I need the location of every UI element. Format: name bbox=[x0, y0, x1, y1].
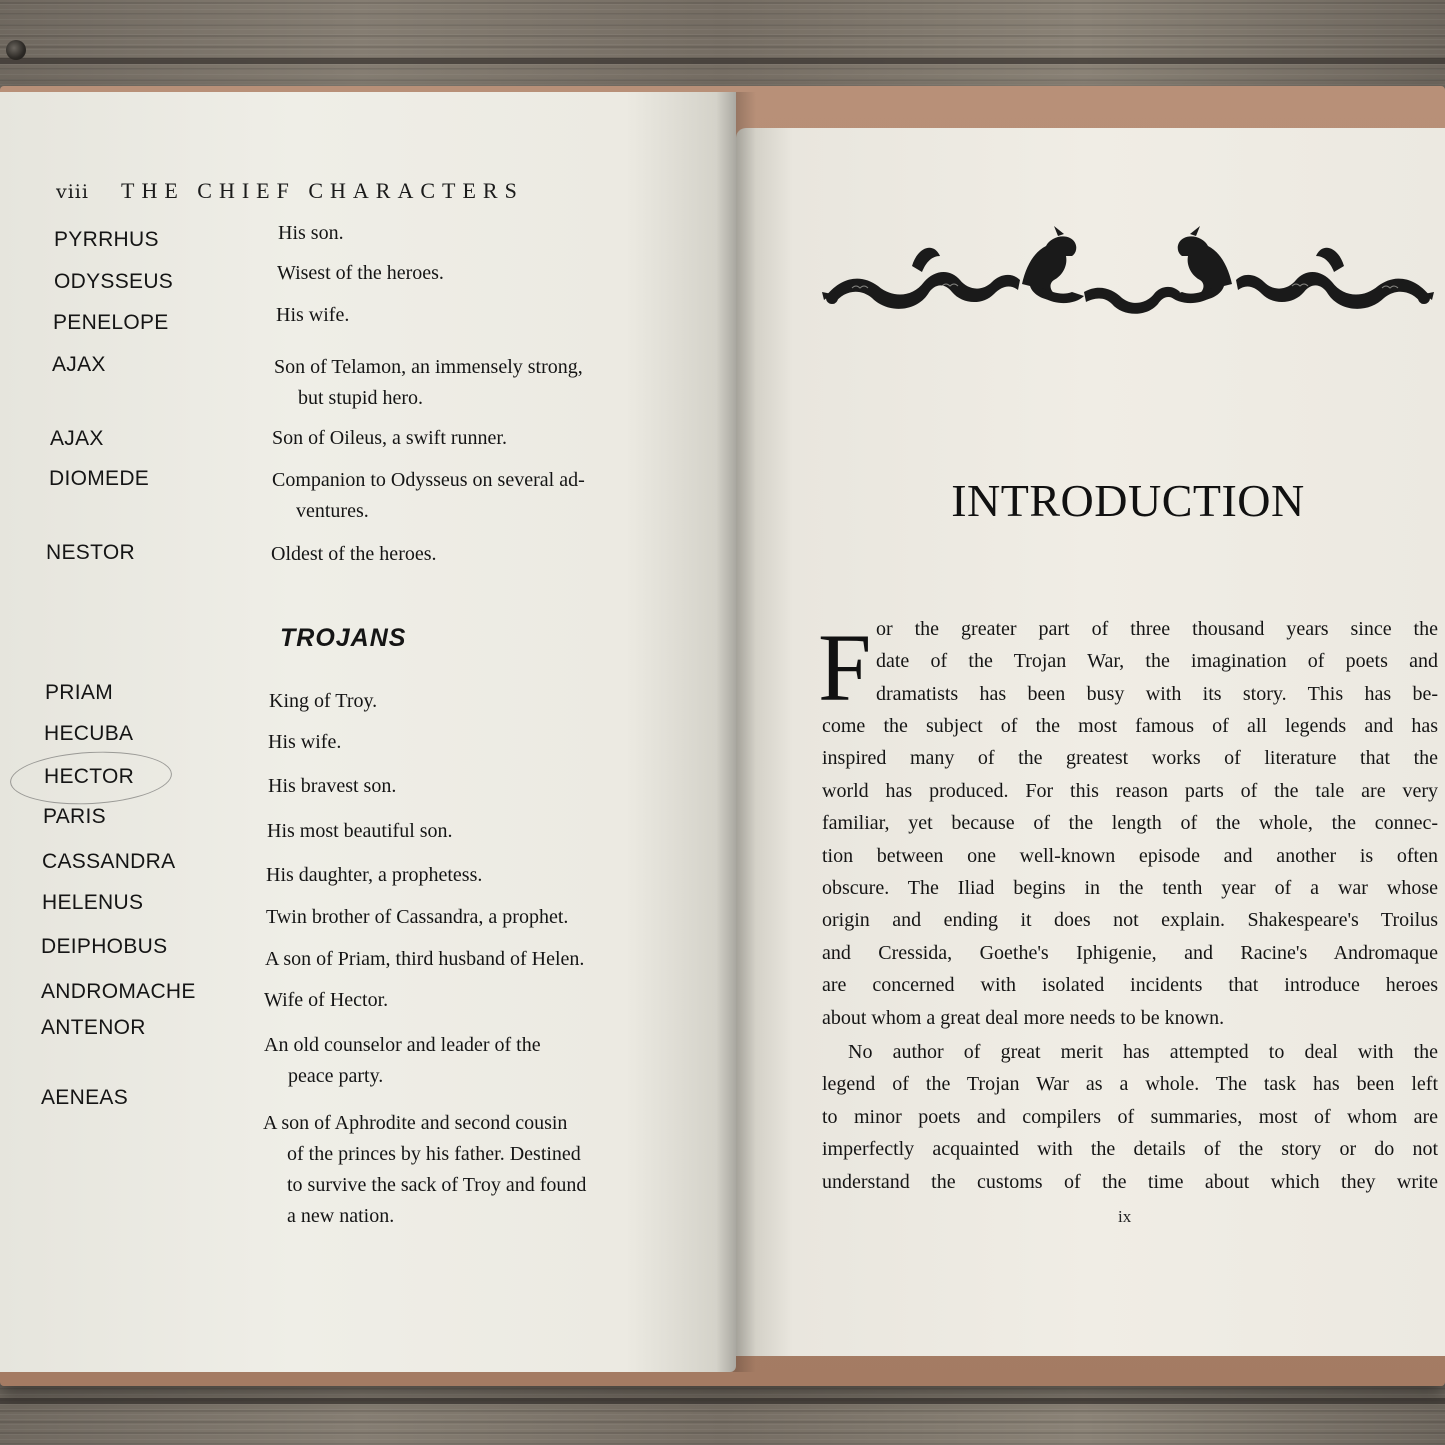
text-line: dramatists has been busy with its story. This has be- bbox=[876, 682, 1438, 705]
description-line: Wife of Hector. bbox=[264, 989, 389, 1011]
text-line: imperfectly acquainted with the details of the story or do not bbox=[822, 1138, 1438, 1161]
character-name: HECUBA bbox=[44, 722, 134, 745]
screw-icon bbox=[6, 40, 26, 60]
wood-seam-bottom bbox=[0, 1398, 1445, 1404]
text-line: obscure. The Iliad begins in the tenth year of a war whose bbox=[822, 877, 1438, 900]
text-line: to minor poets and compilers of summaries, most of whom are bbox=[822, 1105, 1438, 1128]
description-line: Companion to Odysseus on several ad- bbox=[272, 469, 585, 491]
character-name: PYRRHUS bbox=[54, 228, 159, 251]
character-name: AJAX bbox=[50, 427, 104, 450]
character-name: DEIPHOBUS bbox=[41, 935, 168, 958]
character-description bbox=[274, 352, 684, 414]
hippocamp-ornament-icon bbox=[822, 226, 1434, 322]
description-line: Son of Telamon, an immensely strong, bbox=[274, 356, 583, 378]
character-description bbox=[278, 218, 688, 249]
text-line: No author of great merit has attempted to deal with the bbox=[848, 1041, 1438, 1063]
bleed-through bbox=[140, 342, 154, 393]
character-description bbox=[264, 985, 674, 1016]
page-number-right: ix bbox=[1118, 1207, 1132, 1226]
intro-paragraph-2 bbox=[822, 1036, 1438, 1198]
description-line: His daughter, a prophetess. bbox=[266, 864, 483, 886]
character-description bbox=[263, 1108, 673, 1232]
text-line: inspired many of the greatest works of literature that the bbox=[822, 747, 1438, 770]
text-line: familiar, yet because of the length of the whole, the connec- bbox=[822, 812, 1438, 835]
character-description bbox=[268, 727, 678, 758]
chapter-title: INTRODUCTION bbox=[951, 475, 1305, 526]
character-name: CASSANDRA bbox=[42, 850, 176, 873]
text-line: understand the customs of the time about which they write bbox=[822, 1170, 1438, 1193]
description-line: Son of Oileus, a swift runner. bbox=[272, 427, 507, 449]
character-name: PARIS bbox=[43, 805, 106, 828]
text-line: or the greater part of three thousand years since the bbox=[876, 618, 1438, 640]
intro-paragraph-1 bbox=[822, 710, 1438, 1034]
character-name: NESTOR bbox=[46, 541, 135, 564]
wood-seam-top bbox=[0, 58, 1445, 64]
text-line: legend of the Trojan War as a whole. The task has been left bbox=[822, 1073, 1438, 1096]
character-description bbox=[276, 300, 686, 331]
description-line: A son of Aphrodite and second cousin bbox=[263, 1112, 568, 1134]
character-description bbox=[277, 258, 687, 289]
text-line: are concerned with isolated incidents that introduce heroes bbox=[822, 974, 1438, 997]
description-line: to survive the sack of Troy and found bbox=[287, 1174, 587, 1196]
text-line: about whom a great deal more needs to be known. bbox=[822, 1006, 1225, 1029]
description-line: A son of Priam, third husband of Helen. bbox=[265, 948, 585, 970]
character-description bbox=[272, 423, 682, 454]
character-description bbox=[272, 465, 682, 527]
character-description bbox=[271, 539, 681, 570]
character-name: AJAX bbox=[52, 353, 106, 376]
bleed-through-heading bbox=[990, 180, 1004, 199]
running-head bbox=[56, 178, 524, 204]
character-name: ANDROMACHE bbox=[41, 980, 196, 1003]
character-name: PRIAM bbox=[45, 681, 114, 704]
description-line: His most beautiful son. bbox=[267, 820, 453, 842]
description-line: His bravest son. bbox=[268, 775, 397, 797]
text-line: tion between one well-known episode and another is often bbox=[822, 844, 1438, 867]
character-description bbox=[266, 902, 676, 933]
character-description bbox=[267, 816, 677, 847]
description-line: His wife. bbox=[276, 304, 350, 326]
text-line: origin and ending it does not explain. Shakespeare's Troilus bbox=[822, 909, 1438, 932]
description-line: peace party. bbox=[288, 1065, 384, 1087]
description-line: Twin brother of Cassandra, a prophet. bbox=[266, 906, 569, 928]
character-description bbox=[268, 771, 678, 802]
text-line: come the subject of the most famous of all legends and has bbox=[822, 715, 1438, 737]
character-description bbox=[265, 944, 675, 975]
text-line: world has produced. For this reason parts of the tale are very bbox=[822, 779, 1438, 802]
description-line: a new nation. bbox=[287, 1205, 395, 1227]
character-name: HELENUS bbox=[42, 891, 144, 914]
intro-paragraph-1-drop bbox=[876, 613, 1438, 710]
character-name: AENEAS bbox=[41, 1086, 128, 1109]
character-description bbox=[264, 1030, 674, 1092]
description-line: His son. bbox=[278, 222, 344, 244]
section-heading-trojans: TROJANS bbox=[280, 624, 407, 652]
description-line: An old counselor and leader of the bbox=[264, 1034, 541, 1056]
description-line: Wisest of the heroes. bbox=[277, 262, 444, 284]
page-number-left: viii bbox=[56, 181, 89, 203]
text-line: and Cressida, Goethe's Iphigenie, and Racine's Andromaque bbox=[822, 941, 1438, 964]
character-description bbox=[266, 860, 676, 891]
description-line: King of Troy. bbox=[269, 690, 378, 712]
description-line: ventures. bbox=[296, 500, 369, 522]
character-name: ODYSSEUS bbox=[54, 270, 174, 293]
description-line: but stupid hero. bbox=[298, 387, 423, 409]
description-line: of the princes by his father. Destined bbox=[287, 1143, 581, 1165]
character-description bbox=[269, 686, 679, 717]
character-name: HECTOR bbox=[44, 765, 135, 788]
character-name: PENELOPE bbox=[53, 311, 169, 334]
running-title: THE CHIEF CHARACTERS bbox=[121, 178, 524, 203]
character-name: ANTENOR bbox=[41, 1016, 146, 1039]
character-name: DIOMEDE bbox=[49, 467, 150, 490]
description-line: His wife. bbox=[268, 731, 342, 753]
drop-cap: F bbox=[818, 614, 872, 721]
description-line: Oldest of the heroes. bbox=[271, 543, 437, 565]
text-line: date of the Trojan War, the imagination of poets and bbox=[876, 650, 1438, 673]
